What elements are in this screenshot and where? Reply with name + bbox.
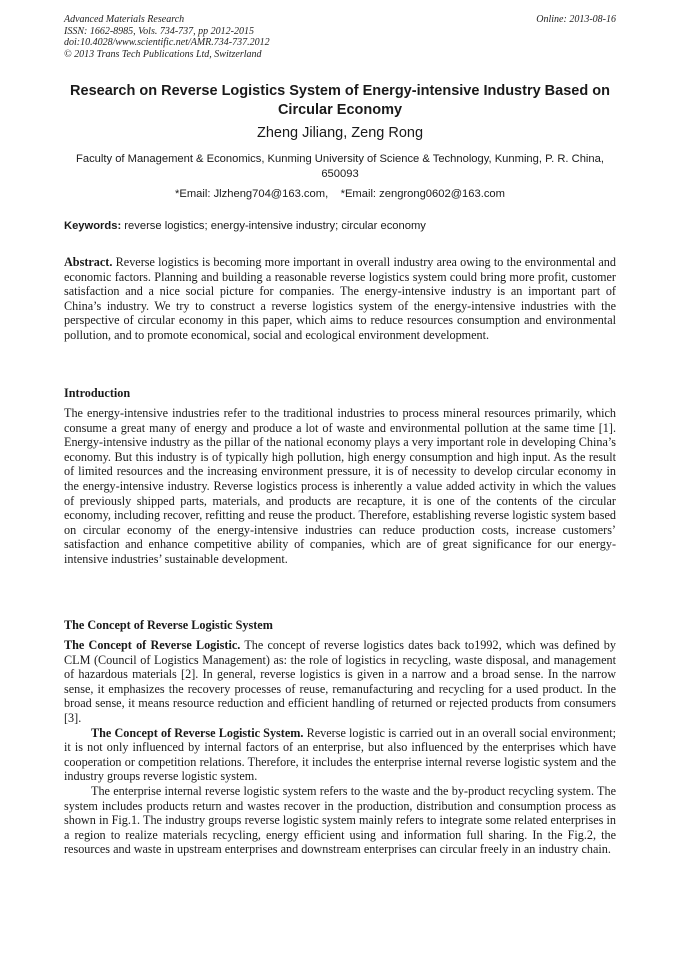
keywords-text: reverse logistics; energy-intensive industry; circular economy (121, 220, 426, 232)
journal-copyright: © 2013 Trans Tech Publications Ltd, Switzerland (64, 48, 262, 60)
paper-title: Research on Reverse Logistics System of Energy-intensive Industry Based on Circular Economy (70, 83, 610, 118)
abstract-label: Abstract. (64, 255, 113, 269)
keywords-label: Keywords: (64, 220, 122, 232)
introduction-body (64, 406, 616, 567)
journal-issn: ISSN: 1662-8985, Vols. 734-737, pp 2012-2015 (64, 25, 254, 37)
concept-para3-text: The enterprise internal reverse logistic system refers to the waste and the by-product recycling system. The system includes products return and wastes recover in the production, distribution and consumption process as shown in Fig.1. The industry groups reverse logistic system mainly refers to integrate some related enterprises in a region to realize materials recycling, energy efficient using and information full sharing. In the Fig.2, the resources and waste in upstream enterprises and downstream enterprises can circular freely in an industry chain. (64, 783, 616, 857)
concept-para2-text: Reverse logistic is carried out in an overall social environment; it is not only influenced by internal factors of an enterprise, but also influenced by the enterprises which have cooperation or competition relations. Therefore, it includes the enterprise internal reverse logistic system and the industry groups reverse logistic system. (64, 725, 616, 784)
paper-authors: Zheng Jiliang, Zeng Rong (256, 125, 424, 141)
paper-email: *Email: Jlzheng704@163.com, *Email: zengrong0602@163.com (175, 188, 505, 200)
keywords (64, 219, 616, 233)
abstract (64, 255, 616, 343)
journal-name: Advanced Materials Research (64, 14, 185, 25)
introduction-heading: Introduction (64, 386, 131, 400)
journal-header (64, 14, 616, 60)
journal-doi: doi:10.4028/www.scientific.net/AMR.734-737.2012 (64, 37, 270, 48)
concept-para2-label: The Concept of Reverse Logistic System. (91, 725, 304, 740)
paper-affiliation: Faculty of Management & Economics, Kunming University of Science & Technology, Kunming, P. R. China, 650093 (76, 153, 604, 180)
concept-heading: The Concept of Reverse Logistic System (64, 618, 273, 632)
introduction-text: The energy-intensive industries refer to the traditional industries to process mineral resources primarily, which consume a great many of energy and produce a lot of waste and environmental pollution at the same time [1]. Energy-intensive industry as the pillar of the national economy plays a very important role in developing China’s economy. But this industry is of typically high pollution, high energy consumption and high input. As the result of limited resources and the increasing environment pressure, it is of necessity to develop circular economy in the energy-intensive industry. Reverse logistics process is inherently a value added activity in which the values of previously shipped parts, materials, and products are recapture, it is one of the contents of the circular economy, including recover, refitting and reuse the product. Therefore, establishing reverse logistic system based on circular economy of the energy-intensive industries can reduce production costs, increase customers’ satisfaction and enhance competitive ability of companies, which are of great significance for our energy-intensive industries’ sustainable development. (64, 406, 616, 566)
concept-body (64, 638, 616, 857)
concept-para1-text: The concept of reverse logistics dates back to1992, which was defined by CLM (Council of Logistics Management) as: the role of logistics in recycling, waste disposal, and management of hazardous materials [2]. In general, reverse logistics is given in a narrow and a broad sense. In the narrow sense, it emphasizes the recovery processes of reuse, remanufacturing and recycling for a used product. In the broad sense, it means resource reduction and efficient handling of returned or rejected products from consumers [3]. (64, 638, 616, 725)
concept-para1-label: The Concept of Reverse Logistic. (64, 638, 241, 652)
abstract-text: Reverse logistics is becoming more important in overall industry area owing to the environmental and economic factors. Planning and building a reasonable reverse logistics system could bring more profit, customer satisfaction and a nice social picture for companies. The energy-intensive industry is an important part of China’s industry. We try to construct a reverse logistics system of the energy-intensive industries with the perspective of circular economy in this paper, which aims to reduce resources consumption and environmental pollution, and to promote economical, social and ecological environment development. (64, 255, 616, 342)
online-date: Online: 2013-08-16 (536, 14, 616, 25)
